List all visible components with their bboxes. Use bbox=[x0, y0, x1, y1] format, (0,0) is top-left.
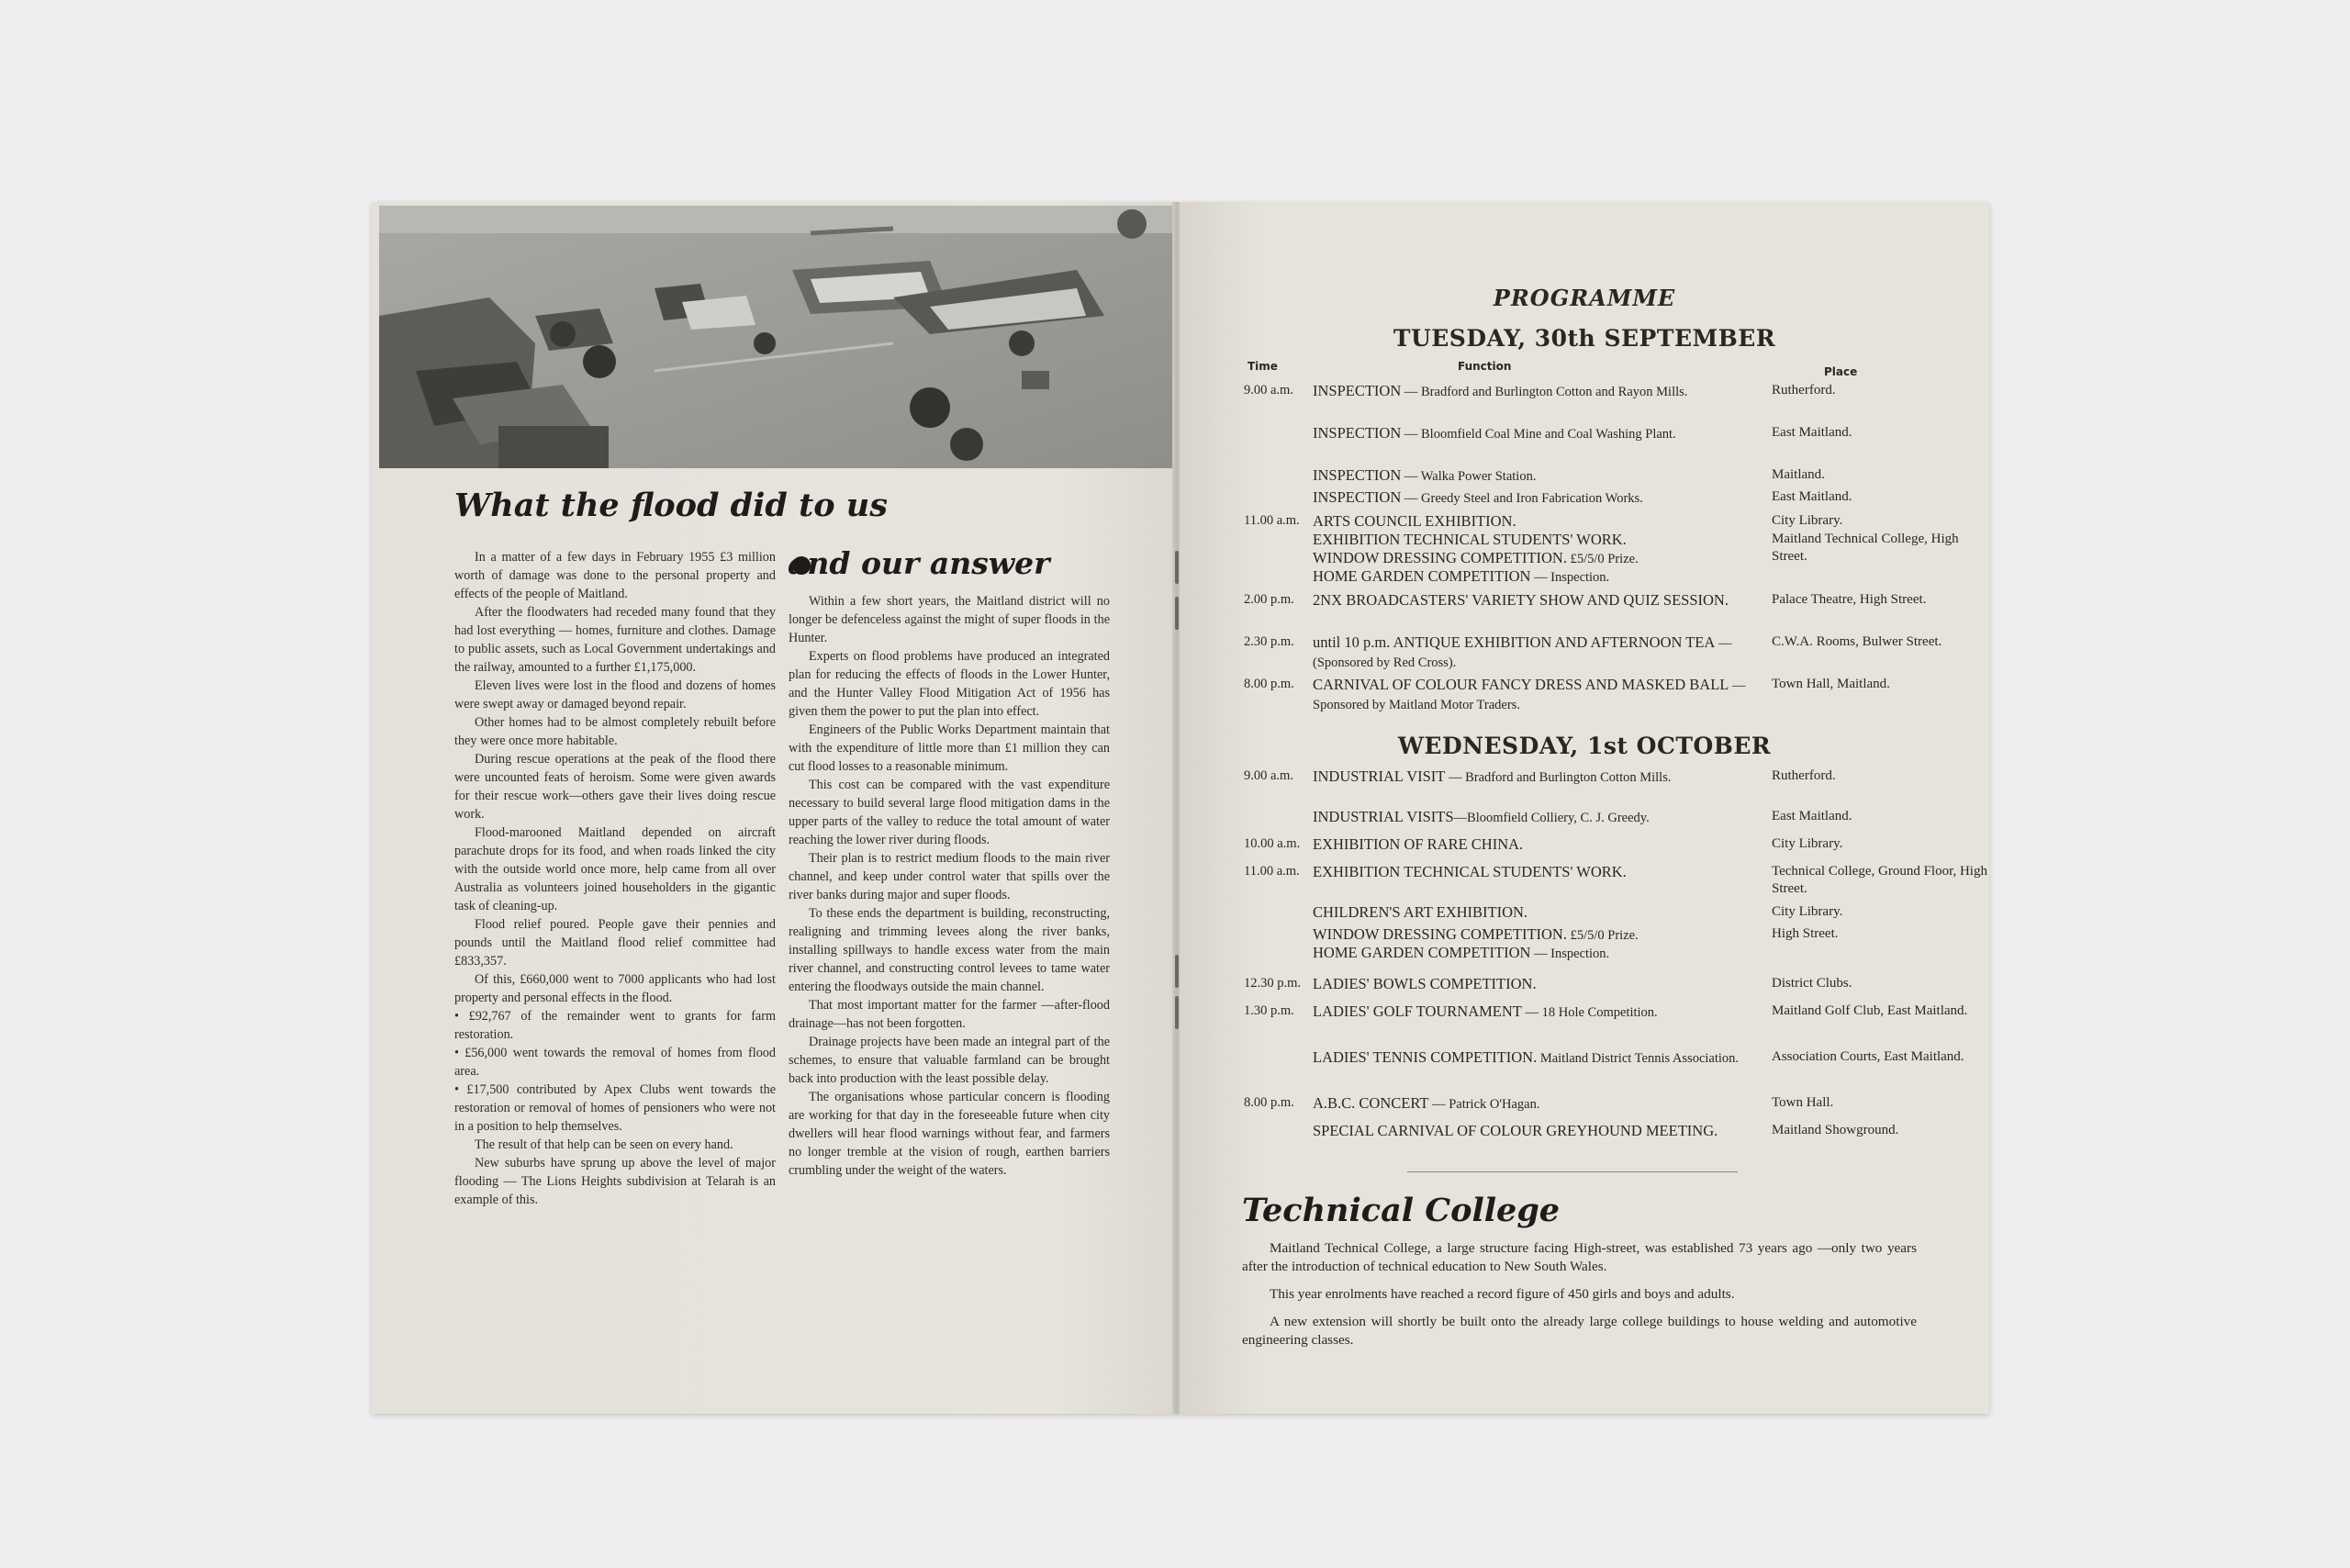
event-time: 8.00 p.m. bbox=[1244, 1095, 1294, 1110]
headline-flood: What the flood did to us bbox=[454, 487, 888, 524]
event-function-title: ARTS COUNCIL EXHIBITION. bbox=[1313, 512, 1516, 530]
event-place: Town Hall. bbox=[1772, 1095, 1834, 1110]
staple-icon bbox=[1175, 597, 1179, 630]
event-time: 8.00 p.m. bbox=[1244, 677, 1294, 691]
event-function-detail: — 18 Hole Competition. bbox=[1521, 1005, 1658, 1020]
article-column-1 bbox=[454, 548, 776, 1209]
header-function: Function bbox=[1458, 360, 1512, 373]
event-place: Maitland Showground. bbox=[1772, 1123, 1899, 1137]
paragraph: Maitland Technical College, a large structure facing High-street, was established 73 years ago —only two years after the introduction of technical education to New South Wales. bbox=[1242, 1240, 1917, 1274]
event-function bbox=[1313, 676, 1747, 714]
staple-icon bbox=[1175, 551, 1179, 584]
paragraph: Engineers of the Public Works Department maintain that with the expenditure of little more than £1 million they can cut flood losses to a reasonable minimum. bbox=[789, 722, 1110, 774]
event-function-title: SPECIAL CARNIVAL OF COLOUR GREYHOUND MEETING. bbox=[1313, 1122, 1718, 1139]
booklet bbox=[372, 202, 1989, 1414]
event-place: District Clubs. bbox=[1772, 976, 1852, 991]
event-function bbox=[1313, 424, 1747, 443]
paragraph: The result of that help can be seen on every hand. bbox=[475, 1137, 733, 1152]
event-function bbox=[1313, 549, 1747, 568]
paragraph: The organisations whose particular concern is flooding are working for that day in the foreseeable future when city dwellers will hear flood warnings without fear, and farmers no longer tremble at the vision of rough, earthen barriers crumbling under the weight of the waters. bbox=[789, 1090, 1110, 1178]
paragraph: Drainage projects have been made an integral part of the schemes, to ensure that valuable farmland can be brought back into production with the least possible delay. bbox=[789, 1035, 1110, 1086]
event-function-detail: — Sponsored by Maitland Motor Traders. bbox=[1313, 678, 1746, 712]
event-place: High Street. bbox=[1772, 926, 1839, 941]
event-function-title: WINDOW DRESSING COMPETITION. bbox=[1313, 549, 1567, 566]
event-function bbox=[1313, 903, 1747, 923]
event-function bbox=[1313, 835, 1747, 855]
event-function bbox=[1313, 1094, 1747, 1114]
event-function bbox=[1313, 591, 1747, 610]
event-place: Technical College, Ground Floor, High Street. bbox=[1772, 864, 1987, 896]
event-function-detail: £5/5/0 Prize. bbox=[1566, 552, 1639, 566]
event-time: 12.30 p.m. bbox=[1244, 976, 1302, 991]
event-time: 10.00 a.m. bbox=[1244, 836, 1301, 851]
paragraph: That most important matter for the farmer —after-flood drainage—has not been forgotten. bbox=[789, 998, 1110, 1031]
event-function-title: INDUSTRIAL VISITS bbox=[1313, 808, 1454, 825]
paragraph: Other homes had to be almost completely rebuilt before they were once more habitable. bbox=[454, 715, 776, 748]
event-function bbox=[1313, 466, 1747, 486]
event-function-title: HOME GARDEN COMPETITION bbox=[1313, 567, 1531, 585]
event-function-title: until 10 p.m. ANTIQUE EXHIBITION AND AFTERNOON TEA bbox=[1313, 633, 1716, 651]
event-function bbox=[1313, 633, 1747, 672]
event-function bbox=[1313, 1048, 1747, 1068]
event-function bbox=[1313, 925, 1747, 945]
event-function-title: EXHIBITION TECHNICAL STUDENTS' WORK. bbox=[1313, 531, 1627, 548]
technical-college-title: Technical College bbox=[1242, 1192, 1561, 1229]
paragraph: • £17,500 contributed by Apex Clubs went towards the restoration or removal of homes of pensioners who were not in a position to help themselves. bbox=[454, 1081, 776, 1136]
event-time: 1.30 p.m. bbox=[1244, 1003, 1294, 1018]
event-place: City Library. bbox=[1772, 513, 1843, 528]
event-function-detail: — Greedy Steel and Iron Fabrication Works. bbox=[1401, 491, 1643, 506]
event-function bbox=[1313, 1122, 1747, 1141]
event-function-detail: Maitland District Tennis Association. bbox=[1537, 1051, 1740, 1066]
header-time: Time bbox=[1248, 360, 1278, 373]
article-column-2 bbox=[789, 592, 1110, 1180]
event-function-detail: — Walka Power Station. bbox=[1401, 469, 1537, 484]
event-time: 2.00 p.m. bbox=[1244, 592, 1294, 607]
event-place: City Library. bbox=[1772, 904, 1843, 919]
paragraph: In a matter of a few days in February 1955 £3 million worth of damage was done to the personal property and effects of the people of Maitland. bbox=[454, 550, 776, 601]
flood-aerial-photo bbox=[379, 206, 1174, 468]
event-function bbox=[1313, 808, 1747, 827]
event-function-title: INDUSTRIAL VISIT bbox=[1313, 767, 1446, 785]
paragraph: This year enrolments have reached a record figure of 450 girls and boys and adults. bbox=[1270, 1286, 1735, 1302]
event-function-detail: —Bloomfield Colliery, C. J. Greedy. bbox=[1453, 811, 1650, 825]
left-page bbox=[372, 202, 1175, 1414]
event-function bbox=[1313, 382, 1747, 401]
event-function-title: INSPECTION bbox=[1313, 488, 1402, 506]
paragraph: • £92,767 of the remainder went to grants for farm restoration. bbox=[454, 1007, 776, 1044]
event-function-title: WINDOW DRESSING COMPETITION. bbox=[1313, 925, 1567, 943]
event-function-title: INSPECTION bbox=[1313, 382, 1402, 399]
event-function-title: EXHIBITION OF RARE CHINA. bbox=[1313, 835, 1524, 853]
event-place: East Maitland. bbox=[1772, 809, 1852, 823]
event-function-detail: — Bradford and Burlington Cotton and Rayon Mills. bbox=[1401, 385, 1688, 399]
event-function-detail: — (Sponsored by Red Cross). bbox=[1313, 636, 1732, 670]
right-page bbox=[1180, 202, 1989, 1414]
event-function-title: CHILDREN'S ART EXHIBITION. bbox=[1313, 903, 1528, 921]
event-place: Association Courts, East Maitland. bbox=[1772, 1049, 1964, 1064]
event-place: Maitland Technical College, High Street. bbox=[1772, 532, 1959, 564]
event-function-detail: — Bloomfield Coal Mine and Coal Washing Plant. bbox=[1401, 427, 1676, 442]
event-place: Maitland Golf Club, East Maitland. bbox=[1772, 1003, 1968, 1018]
event-function-title: INSPECTION bbox=[1313, 466, 1402, 484]
event-function-detail: £5/5/0 Prize. bbox=[1566, 928, 1639, 943]
event-place: Palace Theatre, High Street. bbox=[1772, 592, 1927, 607]
event-place: Maitland. bbox=[1772, 467, 1825, 482]
event-time: 11.00 a.m. bbox=[1244, 513, 1300, 528]
event-function-title: 2NX BROADCASTERS' VARIETY SHOW AND QUIZ SESSION. bbox=[1313, 591, 1729, 609]
paragraph: • £56,000 went towards the removal of homes from flood area. bbox=[454, 1044, 776, 1081]
event-function bbox=[1313, 531, 1747, 550]
paragraph: Eleven lives were lost in the flood and dozens of homes were swept away or damaged beyond repair. bbox=[454, 678, 776, 711]
event-function-detail: — Inspection. bbox=[1530, 946, 1610, 961]
header-place: Place bbox=[1824, 365, 1858, 378]
event-time: 11.00 a.m. bbox=[1244, 864, 1300, 879]
day-title-tuesday: TUESDAY, 30th SEPTEMBER bbox=[1393, 325, 1776, 352]
event-function-title: INSPECTION bbox=[1313, 424, 1402, 442]
event-function-detail: — Patrick O'Hagan. bbox=[1428, 1097, 1540, 1112]
event-place: Rutherford. bbox=[1772, 768, 1836, 783]
technical-college-body bbox=[1242, 1239, 1917, 1359]
event-function-title: A.B.C. CONCERT bbox=[1313, 1094, 1429, 1112]
event-place: Town Hall, Maitland. bbox=[1772, 677, 1890, 691]
event-function bbox=[1313, 512, 1747, 532]
paragraph: After the floodwaters had receded many found that they had lost everything — homes, furniture and clothes. Damage to public assets, such as Local Government undertakings and the railway, amounted to a further £1,175,000. bbox=[454, 605, 776, 675]
event-function-title: HOME GARDEN COMPETITION bbox=[1313, 944, 1531, 961]
event-place: East Maitland. bbox=[1772, 489, 1852, 504]
event-function-detail: — Bradford and Burlington Cotton Mills. bbox=[1445, 770, 1672, 785]
paragraph: A new extension will shortly be built onto the already large college buildings to house welding and automotive engineering classes. bbox=[1242, 1314, 1917, 1348]
paragraph: Of this, £660,000 went to 7000 applicants who had lost property and personal effects in the flood. bbox=[454, 972, 776, 1005]
event-function bbox=[1313, 863, 1747, 882]
event-time: 9.00 a.m. bbox=[1244, 768, 1293, 783]
day-title-wednesday: WEDNESDAY, 1st OCTOBER bbox=[1397, 733, 1772, 759]
paragraph: New suburbs have sprung up above the level of major flooding — The Lions Heights subdivision at Telarah is an example of this. bbox=[454, 1156, 776, 1207]
headline-answer: and our answer bbox=[788, 545, 1050, 581]
event-function bbox=[1313, 1002, 1747, 1022]
event-place: East Maitland. bbox=[1772, 425, 1852, 440]
paragraph: Experts on flood problems have produced an integrated plan for reducing the effects of floods in the Lower Hunter, and the Hunter Valley Flood Mitigation Act of 1956 has given them the power to put the plan into effect. bbox=[789, 649, 1110, 719]
event-time: 2.30 p.m. bbox=[1244, 634, 1294, 649]
paragraph: Flood-marooned Maitland depended on aircraft parachute drops for its food, and when roads linked the city with the outside world once more, help came from all over Australia as volunteers joined householders in the gigantic task of cleaning-up. bbox=[454, 825, 776, 913]
programme-title: PROGRAMME bbox=[1493, 285, 1676, 311]
event-place: City Library. bbox=[1772, 836, 1843, 851]
event-time: 9.00 a.m. bbox=[1244, 383, 1293, 398]
paragraph: During rescue operations at the peak of the flood there were uncounted feats of heroism. Some were given awards for their rescue work—others gave their lives doing rescue work. bbox=[454, 752, 776, 822]
event-function bbox=[1313, 488, 1747, 508]
event-function-detail: — Inspection. bbox=[1530, 570, 1610, 585]
section-divider bbox=[1407, 1171, 1738, 1172]
event-place: Rutherford. bbox=[1772, 383, 1836, 398]
event-function-title: EXHIBITION TECHNICAL STUDENTS' WORK. bbox=[1313, 863, 1627, 880]
paragraph: Their plan is to restrict medium floods to the main river channel, and keep under control water that spills over the river banks during major and super floods. bbox=[789, 851, 1110, 902]
event-function bbox=[1313, 567, 1747, 587]
paragraph: Within a few short years, the Maitland district will no longer be defenceless against the might of super floods in the Hunter. bbox=[789, 594, 1110, 645]
event-function bbox=[1313, 975, 1747, 994]
event-function-title: LADIES' TENNIS COMPETITION. bbox=[1313, 1048, 1538, 1066]
event-function bbox=[1313, 944, 1747, 963]
event-function bbox=[1313, 767, 1747, 787]
paragraph: Flood relief poured. People gave their pennies and pounds until the Maitland flood relief committee had £833,357. bbox=[454, 917, 776, 969]
staple-icon bbox=[1175, 996, 1179, 1029]
paragraph: To these ends the department is building, reconstructing, realigning and trimming levees along the river banks, installing spillways to handle excess water from the main river channel, and constructing control levees to tame water entering the floodways outside the main channel. bbox=[789, 906, 1110, 994]
event-function-title: LADIES' GOLF TOURNAMENT bbox=[1313, 1002, 1522, 1020]
event-function-title: LADIES' BOWLS COMPETITION. bbox=[1313, 975, 1537, 992]
event-function-title: CARNIVAL OF COLOUR FANCY DRESS AND MASKED BALL bbox=[1313, 676, 1729, 693]
event-place: C.W.A. Rooms, Bulwer Street. bbox=[1772, 634, 1942, 649]
paragraph: This cost can be compared with the vast expenditure necessary to build several large flood mitigation dams in the upper parts of the valley to reduce the total amount of water reaching the lower river during floods. bbox=[789, 778, 1110, 847]
staple-icon bbox=[1175, 955, 1179, 988]
